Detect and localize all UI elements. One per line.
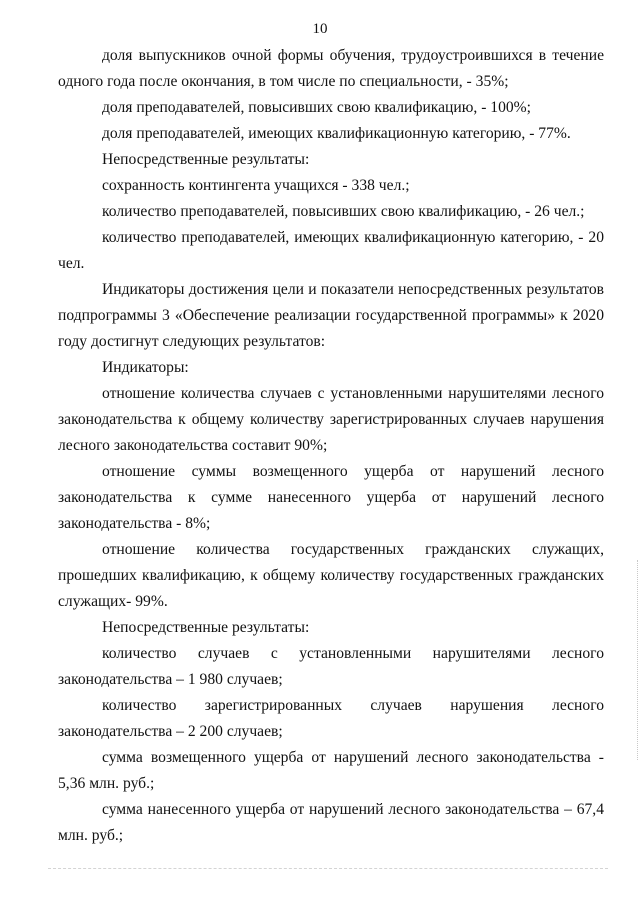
paragraph-teachers-qualified: доля преподавателей, повысивших свою квалификацию, - 100%; [102,99,531,116]
paragraph-teachers-count-category: количество преподавателей, имеющих квалификационную категорию, - 20 чел. [58,229,604,272]
document-body [58,43,604,849]
heading-direct-results-2: Непосредственные результаты: [102,619,310,636]
paragraph-teachers-count-qualified: количество преподавателей, повысивших свою квалификацию, - 26 чел.; [102,203,585,220]
paragraph-subprogram-3-intro: Индикаторы достижения цели и показатели непосредственных результатов подпрограммы 3 «Обеспечение реализации государственной программы» к 2020 году достигнут следующих результатов: [58,281,604,350]
paragraph-registered-cases: количество зарегистрированных случаев нарушения лесного законодательства – 2 200 случаев; [58,697,604,740]
heading-indicators: Индикаторы: [102,359,189,376]
paragraph-violator-cases: количество случаев с установленными нарушителями лесного законодательства – 1 980 случаев; [58,645,604,688]
scan-edge-marks [634,560,638,760]
paragraph-graduates-employed: доля выпускников очной формы обучения, трудоустроившихся в течение одного года после окончания, в том числе по специальности, - 35%; [58,47,604,90]
paragraph-damage-ratio: отношение суммы возмещенного ущерба от нарушений лесного законодательства к сумме нанесенного ущерба от нарушений лесного законодательства - 8%; [58,463,604,532]
paragraph-inflicted-damage: сумма нанесенного ущерба от нарушений лесного законодательства – 67,4 млн. руб.; [58,801,604,844]
paragraph-teachers-category: доля преподавателей, имеющих квалификационную категорию, - 77%. [102,125,571,142]
paragraph-compensated-damage: сумма возмещенного ущерба от нарушений лесного законодательства - 5,36 млн. руб.; [58,749,604,792]
paragraph-violators-ratio: отношение количества случаев с установленными нарушителями лесного законодательства к общему количеству зарегистрированных случаев нарушения лесного законодательства составит 90%; [58,385,604,454]
scan-bottom-rule [48,868,608,869]
paragraph-student-retention: сохранность контингента учащихся - 338 чел.; [102,177,410,194]
heading-direct-results-1: Непосредственные результаты: [102,151,310,168]
page-number: 10 [312,21,328,37]
paragraph-civil-servants-ratio: отношение количества государственных гражданских служащих, прошедших квалификацию, к общему количеству государственных гражданских служащих- 99%. [58,541,604,610]
